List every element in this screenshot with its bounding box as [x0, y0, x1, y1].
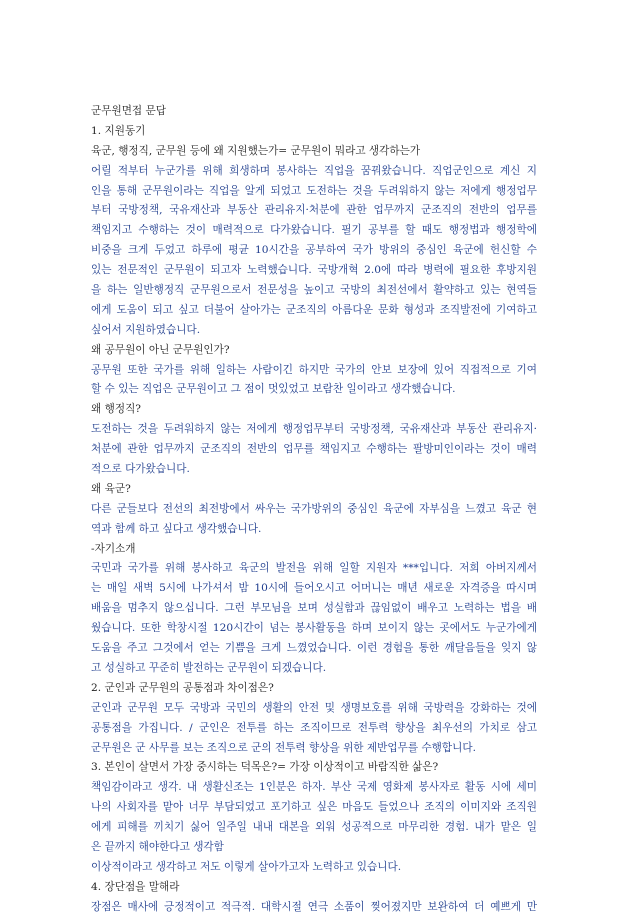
- answer-line: 비중을 크게 두었고 하루에 평균 10시간을 공부하여 국가 방위의 중심인 육군에 헌신할 수: [91, 244, 537, 257]
- answer-line: 국민과 국가를 위해 봉사하고 육군의 발전을 위해 일할 지원자 ***입니다. 저희 아버지께서: [91, 562, 537, 575]
- answer-line: 도전하는 것을 두려워하지 않는 저에게 행정업무부터 국방정책, 국유재산과 부동산 관리유지·: [91, 423, 537, 436]
- question-line: 1. 지원동기: [91, 124, 146, 137]
- question-line: 육군, 행정직, 군무원 등에 왜 지원했는가= 군무원이 뭐라고 생각하는가: [91, 144, 421, 157]
- question-line: 왜 육군?: [91, 482, 131, 495]
- document-body: [91, 122, 537, 918]
- answer-line: 장점은 매사에 긍정적이고 적극적. 대학시절 연극 소품이 찢어졌지만 보완하여 더 예쁘게 만: [91, 900, 537, 913]
- answer-line: 역과 함께 하고 싶다고 생각했습니다.: [91, 522, 262, 535]
- answer-line: 웠습니다. 또한 학창시절 120시간이 넘는 봉사활동을 하며 보이지 않는 곳에서도 누군가에게: [91, 622, 537, 635]
- answer-line: 군무원은 군 사무를 보는 조직으로 군의 전투력 향상을 위한 제반업무를 수행합니다.: [91, 741, 476, 754]
- answer-line: 배움을 멈추지 않으십니다. 그런 부모님을 보며 성실함과 끊임없이 배우고 노력하는 법을 배: [91, 602, 537, 615]
- question-line: 왜 행정직?: [91, 403, 141, 416]
- answer-line: 나의 사회자를 맡아 너무 부담되었고 포기하고 싶은 마음도 들었으나 조직의 이미지와 조직원: [91, 801, 537, 814]
- question-line: 2. 군인과 군무원의 공통점과 차이점은?: [91, 681, 274, 694]
- answer-line: 이상적이라고 생각하고 저도 이렇게 살아가고자 노력하고 있습니다.: [91, 860, 402, 873]
- answer-line: 공통점을 가집니다. / 군인은 전투를 하는 조직이므로 전투력 향상을 최우선의 가치로 삼고: [91, 721, 537, 734]
- answer-line: 에게 도움이 되고 싶고 더불어 살아가는 군조직의 아름다운 문화 형성과 조직발전에 기여하고: [91, 303, 537, 316]
- question-line: 왜 공무원이 아닌 군무원인가?: [91, 343, 230, 356]
- question-line: 4. 장단점을 말해라: [91, 880, 180, 893]
- answer-line: 군인과 군무원 모두 국방과 국민의 생활의 안전 및 생명보호를 위해 국방력을 강화하는 것에: [91, 701, 537, 714]
- answer-line: 다른 군들보다 전선의 최전방에서 싸우는 국가방위의 중심인 육군에 자부심을 느꼈고 육군 현: [91, 502, 537, 515]
- answer-line: 고 성실하고 꾸준히 발전하는 군무원이 되겠습니다.: [91, 661, 327, 674]
- document-title: 군무원면접 문답: [91, 105, 167, 117]
- answer-line: 은 끝까지 해야한다고 생각함: [91, 840, 224, 853]
- answer-line: 어릴 적부터 누군가를 위해 희생하며 봉사하는 직업을 꿈꿔왔습니다. 직업군인으로 계신 지: [91, 164, 537, 177]
- answer-line: 는 매일 새벽 5시에 나가셔서 밤 10시에 들어오시고 어머니는 매년 새로운 자격증을 따시며: [91, 582, 537, 595]
- answer-line: 싶어서 지원하였습니다.: [91, 323, 201, 336]
- document-page: [91, 102, 537, 918]
- answer-line: 책임지고 수행하는 것이 매력적으로 다가왔습니다. 필기 공부를 할 때도 행정법과 행정학에: [91, 224, 537, 237]
- answer-line: 할 수 있는 직업은 군무원이고 그 점이 멋있었고 보람찬 일이라고 생각했습니다.: [91, 383, 456, 396]
- answer-line: 있는 전문적인 군무원이 되고자 노력했습니다. 국방개혁 2.0에 따라 병력에 필요한 후방지원: [91, 264, 537, 277]
- answer-line: 적으로 다가왔습니다.: [91, 463, 190, 476]
- answer-line: 처분에 관한 업무까지 군조직의 전반의 업무를 책임지고 수행하는 팔방미인이라는 것이 매력: [91, 443, 537, 456]
- question-line: 3. 본인이 살면서 가장 중시하는 덕목은?= 가장 이상적이고 바람직한 삶은?: [91, 761, 439, 774]
- answer-line: 책임감이라고 생각. 내 생활신조는 1인분은 하자. 부산 국제 영화제 봉사자로 활동 시에 세미: [91, 781, 537, 794]
- answer-line: 부터 국방정책, 국유재산과 부동산 관리유지·처분에 관한 업무까지 군조직의 전반의 업무를: [91, 204, 537, 217]
- answer-line: 을 하는 일반행정직 군무원으로서 전문성을 높이고 국방의 최전선에서 활약하고 있는 현역들: [91, 284, 537, 297]
- answer-line: 도움을 주고 그것에서 얻는 기쁨을 크게 느꼈었습니다. 이런 경험을 통한 깨달음들을 잊지 않: [91, 642, 537, 655]
- answer-line: 인을 통해 군무원이라는 직업을 알게 되었고 도전하는 것을 두려워하지 않는 저에게 행정업무: [91, 184, 537, 197]
- question-line: -자기소개: [91, 542, 136, 555]
- answer-line: 공무원 또한 국가를 위해 일하는 사람이긴 하지만 국가의 안보 보장에 있어 직접적으로 기여: [91, 363, 537, 376]
- answer-line: 에게 피해를 끼치기 싫어 일주일 내내 대본을 외워 성공적으로 마무리한 경험. 내가 맡은 일: [91, 821, 537, 834]
